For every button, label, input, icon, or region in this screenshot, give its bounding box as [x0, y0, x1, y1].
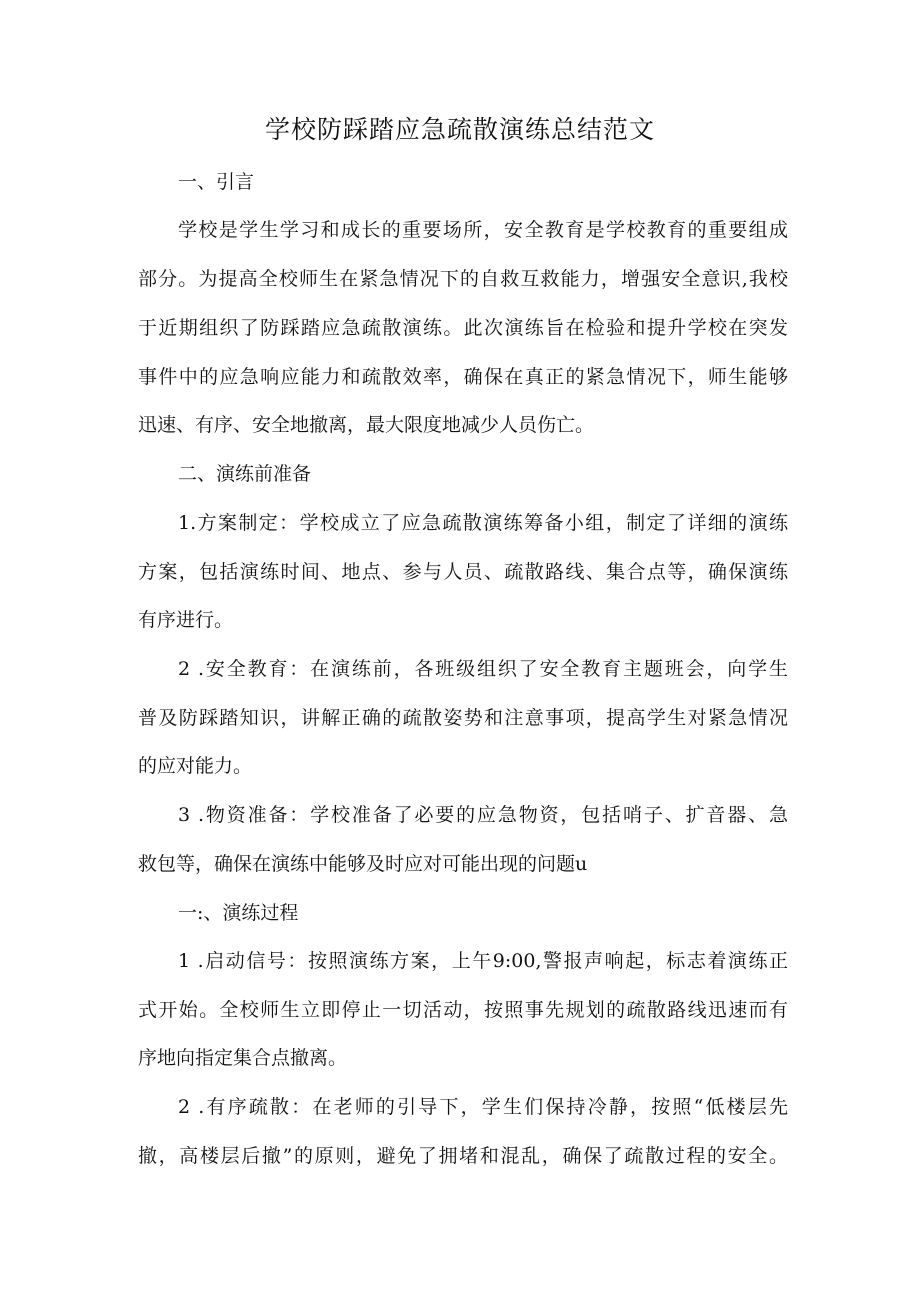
paragraph-line: 救包等，确保在演练中能够及时应对可能出现的问题u: [138, 853, 588, 875]
paragraph-line: 序地向指定集合点撤离。: [138, 1047, 348, 1069]
paragraph-line: 2 .安全教育：在演练前，各班级组织了安全教育主题班会，向学生: [178, 658, 788, 680]
paragraph-line: 部分。为提高全校师生在紧急情况下的自救互救能力，增强安全意识,我校: [138, 268, 788, 290]
paragraph-line: 于近期组织了防踩踏应急疏散演练。此次演练旨在检验和提升学校在突发: [138, 317, 788, 339]
paragraph-line: 撤，高楼层后撤”的原则，避免了拥堵和混乱，确保了疏散过程的安全。: [138, 1145, 788, 1167]
paragraph-line: 1.方案制定：学校成立了应急疏散演练筹备小组，制定了详细的演练: [178, 512, 788, 534]
paragraph-line: 的应对能力。: [138, 755, 253, 777]
section-heading-drill-process: 一:、演练过程: [178, 902, 299, 924]
paragraph-line: 学校是学生学习和成长的重要场所，安全教育是学校教育的重要组成: [178, 219, 788, 241]
paragraph-line: 迅速、有序、安全地撤离，最大限度地减少人员伤亡。: [138, 414, 595, 436]
section-heading-preparation: 二、演练前准备: [178, 463, 312, 485]
paragraph-line: 有序进行。: [138, 609, 234, 631]
paragraph-line: 1 .启动信号：按照演练方案，上午9:00,警报声响起，标志着演练正: [178, 950, 788, 972]
paragraph-line: 方案，包括演练时间、地点、参与人员、疏散路线、集合点等，确保演练: [138, 561, 788, 583]
paragraph-line: 3 .物资准备：学校准备了必要的应急物资，包括哨子、扩音器、急: [178, 804, 788, 826]
paragraph-line: 式开始。全校师生立即停止一切活动，按照事先规划的疏散路线迅速而有: [138, 999, 788, 1021]
document-title: 学校防踩踏应急疏散演练总结范文: [264, 115, 655, 144]
paragraph-line: 事件中的应急响应能力和疏散效率，确保在真正的紧急情况下，师生能够: [138, 366, 788, 388]
section-heading-introduction: 一、引言: [178, 171, 255, 193]
paragraph-line: 2 .有序疏散：在老师的引导下，学生们保持冷静，按照“低楼层先: [178, 1096, 788, 1118]
paragraph-line: 普及防踩踏知识，讲解正确的疏散姿势和注意事项，提高学生对紧急情况: [138, 707, 788, 729]
